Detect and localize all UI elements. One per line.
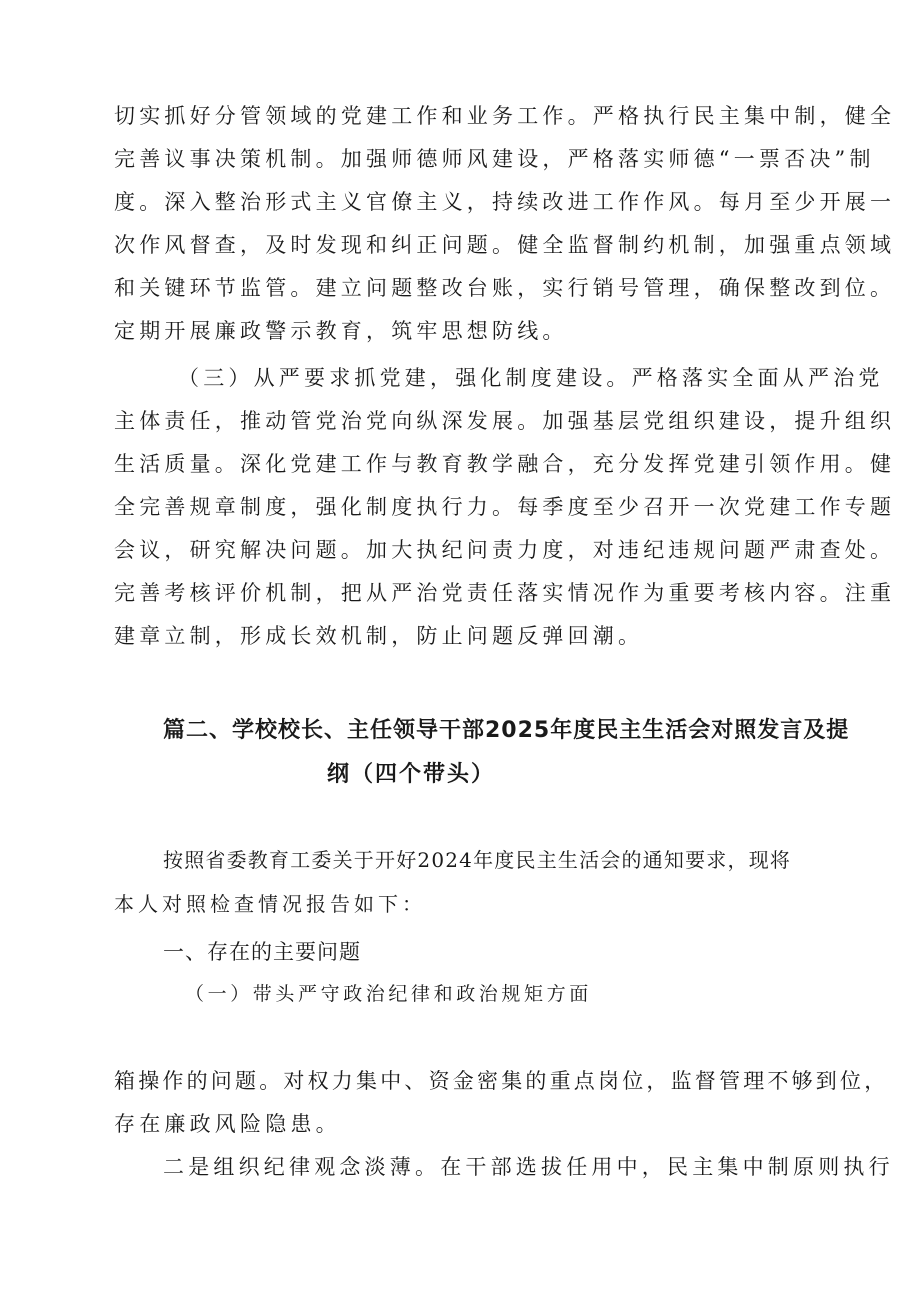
paragraph-line: 会议，研究解决问题。加大执纪问责力度，对违纪违规问题严肃查处。: [114, 538, 896, 562]
section-title: 一、存在的主要问题: [163, 940, 361, 964]
section-heading-continued: 纲（四个带头）: [327, 762, 496, 787]
section-heading: 篇二、学校校长、主任领导干部2025年度民主生活会对照发言及提: [163, 718, 850, 743]
intro-line: 按照省委教育工委关于开好2024年度民主生活会的通知要求，现将: [163, 848, 792, 872]
paragraph-line: 主体责任，推动管党治党向纵深发展。加强基层党组织建设，提升组织: [114, 409, 896, 433]
paragraph-line: 切实抓好分管领域的党建工作和业务工作。严格执行民主集中制，健全: [114, 104, 896, 128]
paragraph-line: 度。深入整治形式主义官僚主义，持续改进工作作风。每月至少开展一: [114, 190, 896, 214]
paragraph-line: 和关键环节监管。建立问题整改台账，实行销号管理，确保整改到位。: [114, 276, 896, 300]
paragraph-line: （三）从严要求抓党建，强化制度建设。严格落实全面从严治党: [178, 366, 884, 390]
paragraph-line: 完善议事决策机制。加强师德师风建设，严格落实师德“一票否决”制: [114, 147, 875, 171]
paragraph-line: 箱操作的问题。对权力集中、资金密集的重点岗位，监督管理不够到位，: [114, 1069, 889, 1093]
paragraph-line: 全完善规章制度，强化制度执行力。每季度至少召开一次党建工作专题: [114, 495, 896, 519]
subsection-title: （一）带头严守政治纪律和政治规矩方面: [185, 983, 592, 1005]
paragraph-line: 存在廉政风险隐患。: [114, 1112, 341, 1136]
paragraph-line: 定期开展廉政警示教育，筑牢思想防线。: [114, 319, 568, 343]
paragraph-line: 二是组织纪律观念淡薄。在干部选拔任用中，民主集中制原则执行: [163, 1155, 894, 1179]
paragraph-line: 完善考核评价机制，把从严治党责任落实情况作为重要考核内容。注重: [114, 581, 896, 605]
paragraph-line: 建章立制，形成长效机制，防止问题反弹回潮。: [114, 624, 644, 648]
paragraph-line: 次作风督查，及时发现和纠正问题。健全监督制约机制，加强重点领域: [114, 233, 896, 257]
paragraph-line: 生活质量。深化党建工作与教育教学融合，充分发挥党建引领作用。健: [114, 452, 896, 476]
intro-line: 本人对照检查情况报告如下：: [114, 892, 426, 916]
